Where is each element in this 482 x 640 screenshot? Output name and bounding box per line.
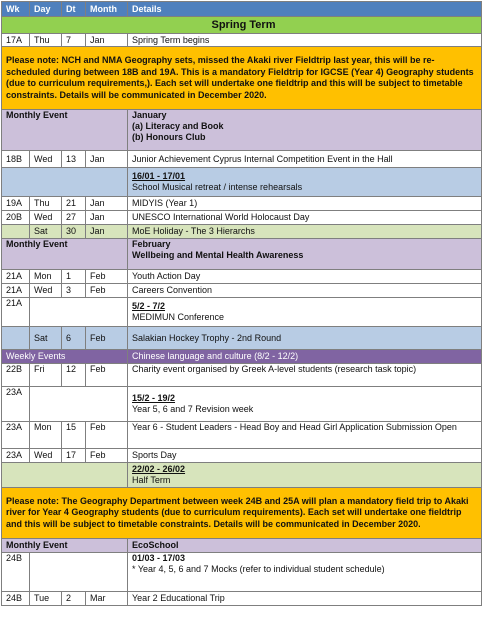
event-text: MEDIMUN Conference [132, 312, 225, 322]
day-cell: Wed [30, 211, 62, 225]
geography-note: Please note: NCH and NMA Geography sets, missed the Akaki river Fieldtrip last year, this will be re-scheduled during between 18B and 19A. This is a mandatory Fieldtrip for IGCSE (Year 4) Geography students (due to curriculum requirements,). Each set will undertake one fieldtrip and this will be subject to timetable constraints. Details will be communicated in December 2020. [2, 47, 482, 110]
month-cell: Feb [86, 449, 128, 463]
empty-cell [2, 168, 128, 197]
wk-cell: 21A [2, 284, 30, 298]
monthly-event-label: Monthly Event [2, 110, 128, 151]
geography-fieldtrip-note: Please note: The Geography Department between week 24B and 25A will plan a mandatory field trip to Akaki river for Year 4 Geography students (due to curriculum requirements). Each set will undertake one fieldtrip and this will be subject to timetable constraints. Details will be communicated in December 2020. [2, 488, 482, 539]
monthly-event-row [2, 239, 482, 270]
col-day-header: Day [30, 2, 62, 17]
date-range: 5/2 - 7/2 [132, 301, 166, 311]
day-cell: Wed [30, 284, 62, 298]
details-cell: Salakian Hockey Trophy - 2nd Round [128, 327, 482, 350]
details-cell [128, 463, 482, 488]
day-cell: Tue [30, 592, 62, 606]
col-month-header: Month [86, 2, 128, 17]
empty-cell [2, 463, 128, 488]
wk-cell [2, 225, 30, 239]
day-cell: Thu [30, 197, 62, 211]
wk-cell: 23A [2, 449, 30, 463]
table-row [2, 225, 482, 239]
month-cell: Jan [86, 151, 128, 168]
event-text: Year 5, 6 and 7 Revision week [132, 404, 254, 414]
date-range: 22/02 - 26/02 [132, 464, 186, 474]
details-cell: Year 2 Educational Trip [128, 592, 482, 606]
table-row [2, 34, 482, 47]
details-cell: Careers Convention [128, 284, 482, 298]
details-cell [128, 553, 482, 592]
table-row [2, 298, 482, 327]
header-row [2, 2, 482, 17]
month-cell: Feb [86, 327, 128, 350]
date-range: 01/03 - 17/03 [132, 553, 186, 563]
day-cell: Fri [30, 364, 62, 387]
spring-term-table [1, 1, 482, 606]
dt-cell: 13 [62, 151, 86, 168]
weekly-events-row [2, 350, 482, 364]
dt-cell: 6 [62, 327, 86, 350]
month-cell: Feb [86, 364, 128, 387]
col-wk-header: Wk [2, 2, 30, 17]
wk-cell: 20B [2, 211, 30, 225]
weekly-events-details: Chinese language and culture (8/2 - 12/2) [128, 350, 482, 364]
table-row [2, 364, 482, 387]
monthly-event-details [128, 239, 482, 270]
details-cell: Year 6 - Student Leaders - Head Boy and Head Girl Application Submission Open [128, 422, 482, 449]
wk-cell: 24B [2, 553, 30, 592]
details-cell: MoE Holiday - The 3 Hierarchs [128, 225, 482, 239]
day-cell: Sat [30, 225, 62, 239]
day-cell: Wed [30, 151, 62, 168]
wk-cell [2, 327, 30, 350]
dt-cell: 17 [62, 449, 86, 463]
term-title-row [2, 17, 482, 34]
wk-cell: 22B [2, 364, 30, 387]
day-cell: Mon [30, 270, 62, 284]
empty-cell [30, 298, 128, 327]
month-cell: Mar [86, 592, 128, 606]
table-row [2, 592, 482, 606]
month-cell: Feb [86, 422, 128, 449]
wk-cell: 23A [2, 422, 30, 449]
month-cell: Jan [86, 211, 128, 225]
monthly-event-details [128, 110, 482, 151]
event-text: * Year 4, 5, 6 and 7 Mocks (refer to individual student schedule) [132, 564, 385, 574]
monthly-event-month: January [132, 110, 167, 120]
wk-cell: 21A [2, 298, 30, 327]
dt-cell: 27 [62, 211, 86, 225]
details-cell: Youth Action Day [128, 270, 482, 284]
wk-cell: 18B [2, 151, 30, 168]
table-row [2, 463, 482, 488]
wk-cell: 24B [2, 592, 30, 606]
monthly-event-label: Monthly Event [2, 539, 128, 553]
geography-fieldtrip-note-row [2, 488, 482, 539]
dt-cell: 1 [62, 270, 86, 284]
table-row [2, 151, 482, 168]
geography-note-row [2, 47, 482, 110]
monthly-event-details: EcoSchool [128, 539, 482, 553]
details-cell: UNESCO International World Holocaust Day [128, 211, 482, 225]
table-row [2, 284, 482, 298]
details-cell: Junior Achievement Cyprus Internal Competition Event in the Hall [128, 151, 482, 168]
month-cell: Jan [86, 225, 128, 239]
calendar-sheet [1, 1, 481, 606]
weekly-events-label: Weekly Events [2, 350, 128, 364]
wk-cell: 23A [2, 387, 30, 422]
table-row [2, 211, 482, 225]
monthly-event-row [2, 110, 482, 151]
details-cell: Sports Day [128, 449, 482, 463]
wk-cell: 21A [2, 270, 30, 284]
details-cell: Charity event organised by Greek A-level students (research task topic) [128, 364, 482, 387]
monthly-event-line: (a) Literacy and Book [132, 121, 224, 131]
table-row [2, 327, 482, 350]
monthly-event-line: Wellbeing and Mental Health Awareness [132, 250, 304, 260]
details-cell: MIDYIS (Year 1) [128, 197, 482, 211]
details-cell [128, 168, 482, 197]
wk-cell: 19A [2, 197, 30, 211]
term-title: Spring Term [2, 17, 482, 34]
day-cell: Mon [30, 422, 62, 449]
date-range: 16/01 - 17/01 [132, 171, 186, 181]
details-cell [128, 298, 482, 327]
dt-cell: 7 [62, 34, 86, 47]
table-row [2, 553, 482, 592]
details-cell: Spring Term begins [128, 34, 482, 47]
dt-cell: 15 [62, 422, 86, 449]
monthly-event-line: (b) Honours Club [132, 132, 206, 142]
dt-cell: 12 [62, 364, 86, 387]
event-text: School Musical retreat / intense rehearsals [132, 182, 303, 192]
month-cell: Feb [86, 270, 128, 284]
dt-cell: 2 [62, 592, 86, 606]
day-cell: Sat [30, 327, 62, 350]
dt-cell: 30 [62, 225, 86, 239]
month-cell: Jan [86, 34, 128, 47]
dt-cell: 3 [62, 284, 86, 298]
details-cell [128, 387, 482, 422]
dt-cell: 21 [62, 197, 86, 211]
col-dt-header: Dt [62, 2, 86, 17]
month-cell: Feb [86, 284, 128, 298]
wk-cell: 17A [2, 34, 30, 47]
table-row [2, 449, 482, 463]
table-row [2, 422, 482, 449]
monthly-event-month: February [132, 239, 171, 249]
table-row [2, 168, 482, 197]
event-text: Half Term [132, 475, 171, 485]
day-cell: Thu [30, 34, 62, 47]
empty-cell [30, 387, 128, 422]
col-details-header: Details [128, 2, 482, 17]
monthly-event-row [2, 539, 482, 553]
table-row [2, 387, 482, 422]
month-cell: Jan [86, 197, 128, 211]
table-row [2, 197, 482, 211]
empty-cell [30, 553, 128, 592]
date-range: 15/2 - 19/2 [132, 393, 176, 403]
day-cell: Wed [30, 449, 62, 463]
monthly-event-label: Monthly Event [2, 239, 128, 270]
table-row [2, 270, 482, 284]
